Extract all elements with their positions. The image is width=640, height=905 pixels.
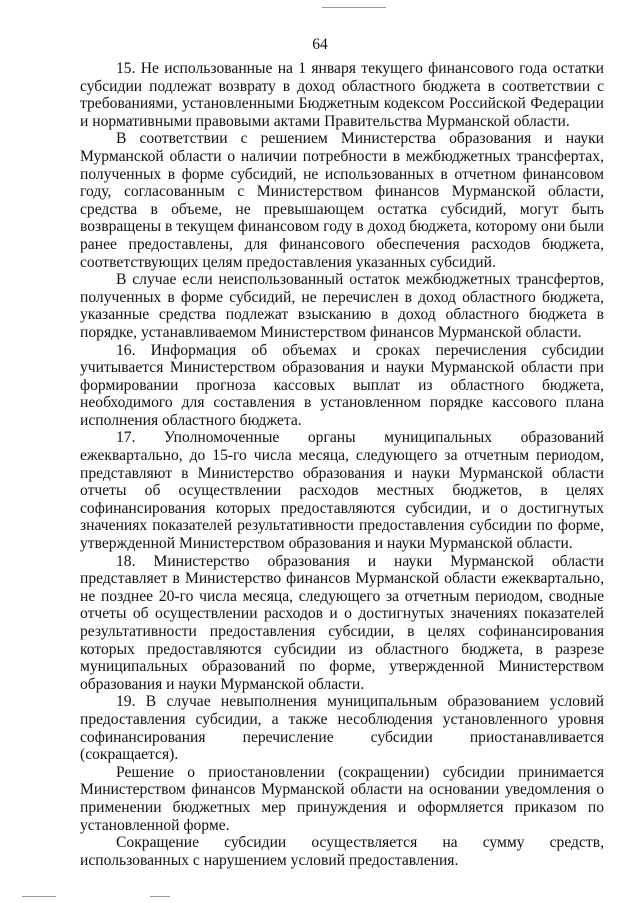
paragraph-15: 15. Не использованные на 1 января текущего финансового года остатки субсидии подлежат возврату в доход областного бюджета в соответствии с требованиями, установленными Бюджетным кодексом Российской Федерации и нормативными правовыми актами Правительства Мурманской области.: [80, 60, 604, 130]
paragraph-19-reduction: Сокращение субсидии осуществляется на сумму средств, использованных с нарушением условий предоставления.: [80, 834, 604, 869]
paragraph-17: 17. Уполномоченные органы муниципальных образований ежеквартально, до 15-го числа месяца, следующего за отчетным периодом, представляют в Министерство образования и науки Мурманской области отчеты об осуществлении расходов местных бюджетов, в целях софинансирования которых предоставляются субсидии, и о достигнутых значениях показателей результативности предоставления субсидии по форме, утвержденной Министерством образования и науки Мурманской области.: [80, 429, 604, 553]
paragraph-19: 19. В случае невыполнения муниципальным образованием условий предоставления субсидии, а также несоблюдения установленного уровня софинансирования перечисление субсидии приостанавливается (сокращается).: [80, 693, 604, 764]
paragraph-15-return-decision: В соответствии с решением Министерства образования и науки Мурманской области о наличии потребности в межбюджетных трансфертах, полученных в форме субсидий, не использованных в отчетном финансовом году, согласованным с Министерством финансов Мурманской области, средства в объеме, не превышающем остатка субсидий, могут быть возвращены в текущем финансовом году в доход бюджета, которому они были ранее предоставлены, для финансового обеспечения расходов бюджета, соответствующих целям предоставления указанных субсидий.: [80, 130, 604, 271]
page-number: 64: [312, 36, 328, 53]
document-body: [80, 60, 604, 869]
paragraph-19-decision: Решение о приостановлении (сокращении) субсидии принимается Министерством финансов Мурманской области на основании уведомления о применении бюджетных мер принуждения и оформляется приказом по установленной форме.: [80, 763, 604, 834]
scan-artifact-line: [22, 896, 56, 897]
paragraph-16: 16. Информация об объемах и сроках перечисления субсидии учитывается Министерством образования и науки Мурманской области при формировании прогноза кассовых выплат из областного бюджета, необходимого для составления в установленном порядке кассового плана исполнения областного бюджета.: [80, 341, 604, 429]
scan-artifact-line: [322, 7, 386, 8]
scan-artifact-line: [150, 896, 170, 897]
paragraph-15-recovery: В случае если неиспользованный остаток межбюджетных трансфертов, полученных в форме субсидий, не перечислен в доход областного бюджета, указанные средства подлежат взысканию в доход областного бюджета в порядке, устанавливаемом Министерством финансов Мурманской области.: [80, 271, 604, 341]
paragraph-18: 18. Министерство образования и науки Мурманской области представляет в Министерство финансов Мурманской области ежеквартально, не позднее 20-го числа месяца, следующего за отчетным периодом, сводные отчеты об осуществлении расходов и о достигнутых значениях показателей результативности предоставления субсидии, в целях софинансирования которых предоставляются субсидии из областного бюджета, в разрезе муниципальных образований по форме, утвержденной Министерством образования и науки Мурманской области.: [80, 552, 604, 693]
